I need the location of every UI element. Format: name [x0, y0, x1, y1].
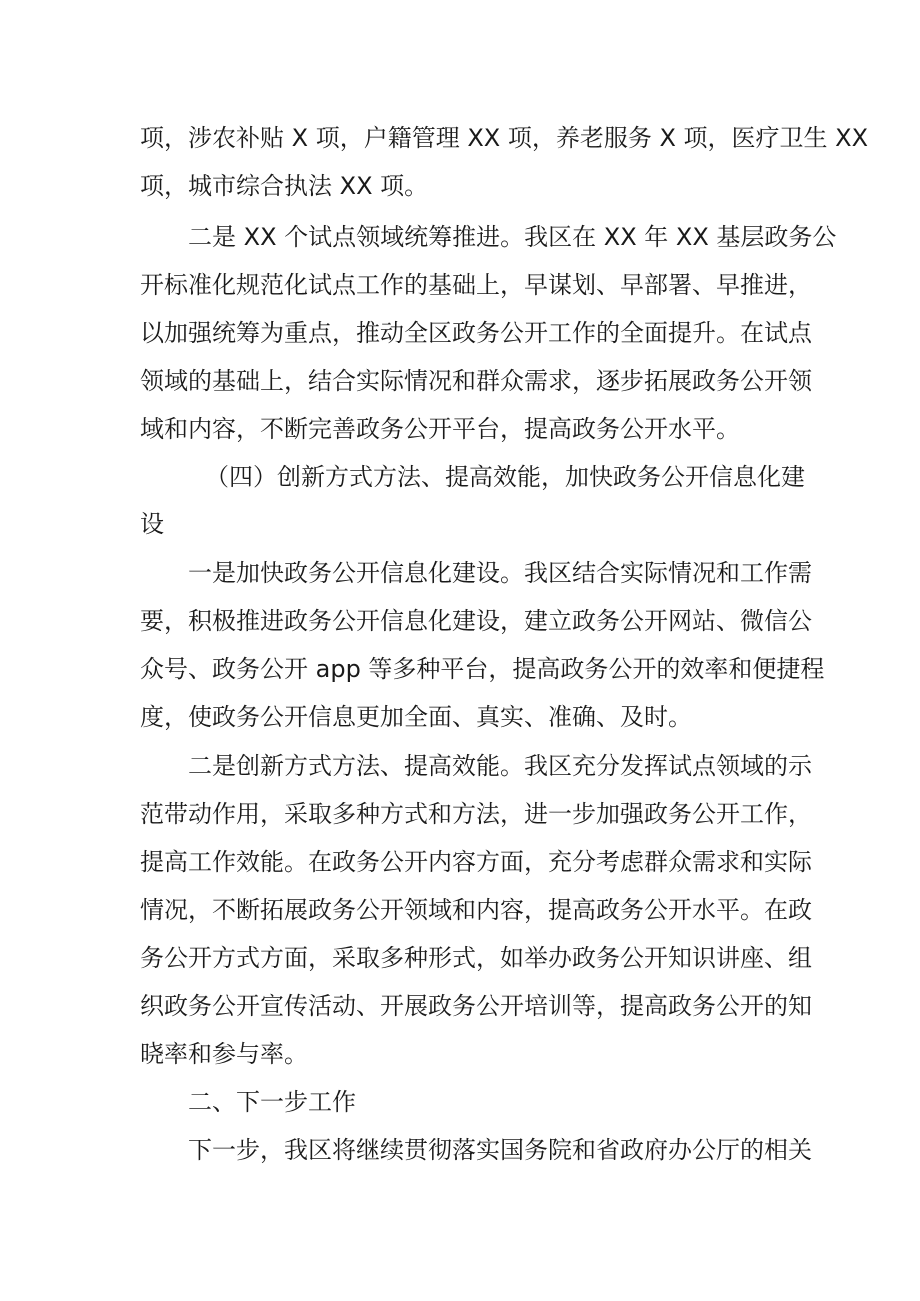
text-line: 项，涉农补贴 X 项，户籍管理 XX 项，养老服务 X 项，医疗卫生 XX [140, 124, 869, 152]
text-line: 二是 XX 个试点领域统筹推进。我区在 XX 年 XX 基层政务公 [188, 223, 837, 251]
text-line: 情况，不断拓展政务公开领域和内容，提高政务公开水平。在政 [140, 896, 812, 924]
text-line: 二是创新方式方法、提高效能。我区充分发挥试点领域的示 [188, 752, 812, 780]
text-line: 织政务公开宣传活动、开展政务公开培训等，提高政务公开的知 [140, 992, 812, 1020]
section-heading-continued: 设 [140, 510, 164, 538]
text-line: 项，城市综合执法 XX 项。 [140, 172, 429, 200]
text-line: 提高工作效能。在政务公开内容方面，充分考虑群众需求和实际 [140, 848, 812, 876]
text-line: 度，使政务公开信息更加全面、真实、准确、及时。 [140, 703, 692, 731]
text-line: 众号、政务公开 app 等多种平台，提高政务公开的效率和便捷程 [140, 655, 825, 683]
text-line: 域和内容，不断完善政务公开平台，提高政务公开水平。 [140, 415, 740, 443]
text-line: 领域的基础上，结合实际情况和群众需求，逐步拓展政务公开领 [140, 367, 812, 395]
text-line: 晓率和参与率。 [140, 1040, 308, 1068]
text-line: 以加强统筹为重点，推动全区政务公开工作的全面提升。在试点 [140, 319, 812, 347]
section-heading: 二、下一步工作 [188, 1088, 356, 1116]
text-line: 一是加快政务公开信息化建设。我区结合实际情况和工作需 [188, 559, 812, 587]
text-line: 下一步，我区将继续贯彻落实国务院和省政府办公厅的相关 [188, 1136, 812, 1164]
text-line: 务公开方式方面，采取多种形式，如举办政务公开知识讲座、组 [140, 944, 812, 972]
text-line: 开标准化规范化试点工作的基础上，早谋划、早部署、早推进， [140, 271, 812, 299]
section-heading: （四）创新方式方法、提高效能，加快政务公开信息化建 [205, 463, 805, 491]
text-line: 要，积极推进政务公开信息化建设，建立政务公开网站、微信公 [140, 607, 812, 635]
text-line: 范带动作用，采取多种方式和方法，进一步加强政务公开工作， [140, 800, 812, 828]
